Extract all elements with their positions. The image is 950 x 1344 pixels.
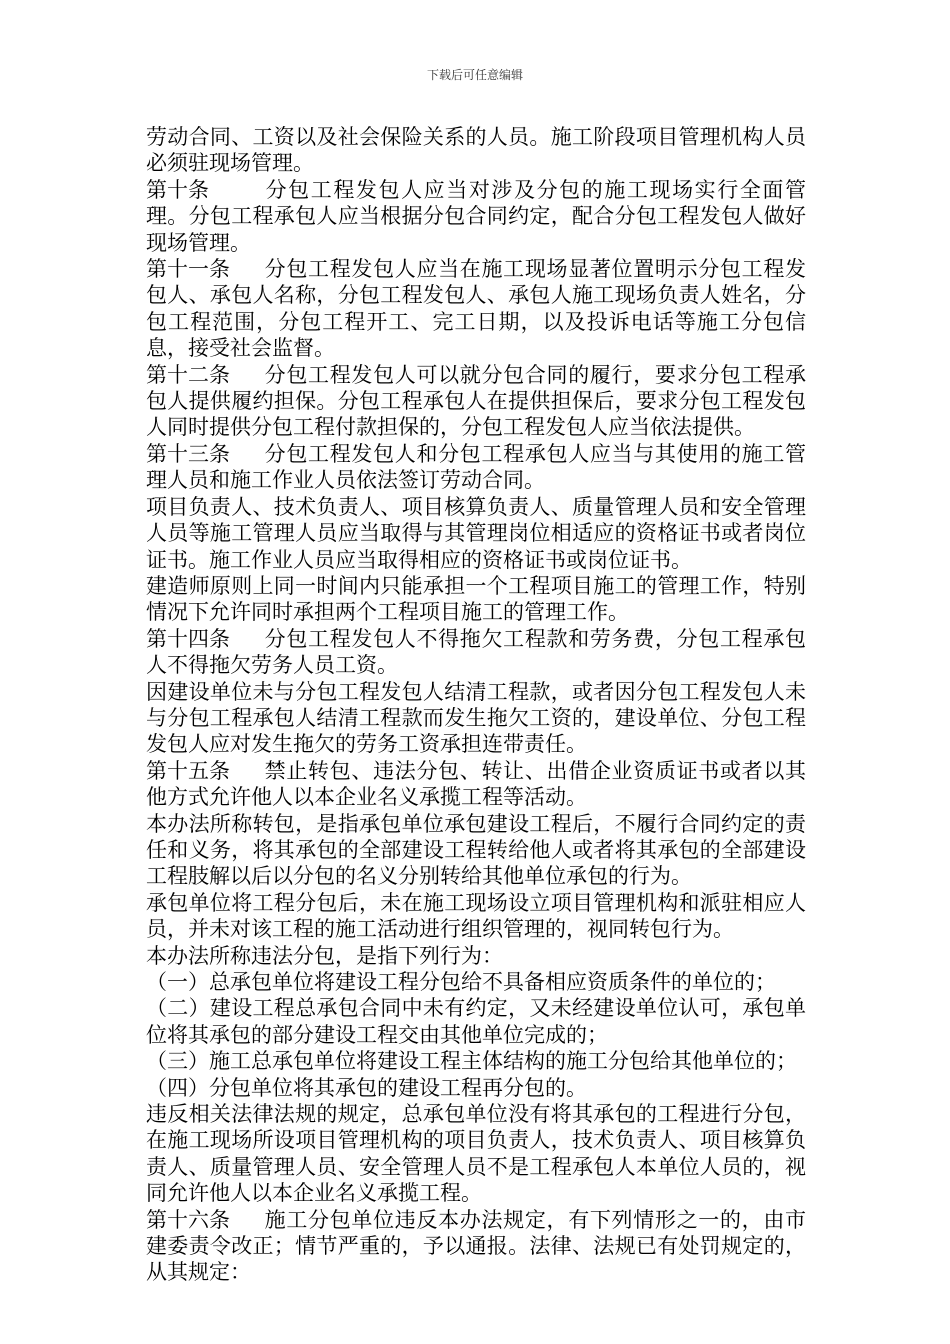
list-item-text: （四）分包单位将其承包的建设工程再分包的。: [146, 1075, 587, 1100]
list-item-text: （三）施工总承包单位将建设工程主体结构的施工分包给其他单位的；: [146, 1049, 797, 1074]
article-text: 分包工程发包人和分包工程承包人应当与其使用的施工管理人员和施工作业人员依法签订劳动合同。: [146, 441, 806, 493]
list-item-text: （一）总承包单位将建设工程分包给不具备相应资质条件的单位的；: [146, 970, 776, 994]
article-number: 第十一条: [146, 257, 230, 282]
paragraph: [146, 573, 806, 626]
article-text: 分包工程发包人不得拖欠工程款和劳务费，分包工程承包人不得拖欠劳务人员工资。: [146, 626, 806, 678]
article-text: 分包工程发包人可以就分包合同的履行，要求分包工程承包人提供履约担保。分包工程承包人在提供担保后，要求分包工程发包人同时提供分包工程付款担保的，分包工程发包人应当依法提供。: [146, 362, 806, 440]
paragraph-text: 承包单位将工程分包后，未在施工现场设立项目管理机构和派驻相应人员，并未对该工程的施工活动进行组织管理的，视同转包行为。: [146, 890, 806, 942]
article-paragraph: [146, 758, 806, 811]
article-text: 禁止转包、违法分包、转让、出借企业资质证书或者以其他方式允许他人以本企业名义承揽工程等活动。: [146, 758, 806, 810]
article-number: 第十条: [146, 177, 209, 202]
list-item: [146, 995, 806, 1048]
article-paragraph: [146, 256, 806, 362]
paragraph: [146, 1101, 806, 1207]
article-paragraph: [146, 626, 806, 679]
article-number: 第十四条: [146, 626, 230, 651]
paragraph: [146, 890, 806, 943]
paragraph-text: 因建设单位未与分包工程发包人结清工程款，或者因分包工程发包人未与分包工程承包人结清工程款而发生拖欠工资的，建设单位、分包工程发包人应对发生拖欠的劳务工资承担连带责任。: [146, 679, 806, 757]
document-body: [146, 124, 806, 1286]
article-number: 第十二条: [146, 362, 230, 387]
paragraph-text: 违反相关法律法规的规定，总承包单位没有将其承包的工程进行分包，在施工现场所设项目管理机构的项目负责人，技术负责人、项目核算负责人、质量管理人员、安全管理人员不是工程承包人本单位人员的，视同允许他人以本企业名义承揽工程。: [146, 1102, 806, 1206]
paragraph-text: 劳动合同、工资以及社会保险关系的人员。施工阶段项目管理机构人员必须驻现场管理。: [146, 125, 806, 176]
article-text: 分包工程发包人应当对涉及分包的施工现场实行全面管理。分包工程承包人应当根据分包合同约定，配合分包工程发包人做好现场管理。: [146, 177, 806, 255]
paragraph: [146, 811, 806, 890]
page-header: 下载后可任意编辑: [426, 68, 523, 82]
list-item-text: （二）建设工程总承包合同中未有约定，又未经建设单位认可，承包单位将其承包的部分建设工程交由其他单位完成的；: [146, 996, 806, 1047]
paragraph: [146, 494, 806, 573]
list-item: [146, 1075, 806, 1101]
article-paragraph: [146, 441, 806, 494]
paragraph: [146, 124, 806, 177]
article-text: 施工分包单位违反本办法规定，有下列情形之一的，由市建委责令改正；情节严重的，予以通报。法律、法规已有处罚规定的，从其规定：: [146, 1207, 806, 1285]
article-paragraph: [146, 362, 806, 441]
paragraph-text: 本办法所称违法分包，是指下列行为：: [146, 943, 503, 968]
article-paragraph: [146, 1207, 806, 1286]
list-item: [146, 969, 806, 995]
paragraph-text: 本办法所称转包，是指承包单位承包建设工程后，不履行合同约定的责任和义务，将其承包的全部建设工程转给他人或者将其承包的全部建设工程肢解以后以分包的名义分别转给其他单位承包的行为。: [146, 811, 806, 889]
paragraph-text: 项目负责人、技术负责人、项目核算负责人、质量管理人员和安全管理人员等施工管理人员应当取得与其管理岗位相适应的资格证书或者岗位证书。施工作业人员应当取得相应的资格证书或岗位证书。: [146, 494, 806, 572]
article-number: 第十五条: [146, 758, 230, 783]
paragraph-text: 建造师原则上同一时间内只能承担一个工程项目施工的管理工作，特别情况下允许同时承担两个工程项目施工的管理工作。: [146, 573, 806, 625]
paragraph: [146, 943, 806, 969]
list-item: [146, 1048, 806, 1074]
paragraph: [146, 679, 806, 758]
article-paragraph: [146, 177, 806, 256]
article-number: 第十三条: [146, 441, 230, 466]
article-text: 分包工程发包人应当在施工现场显著位置明示分包工程发包人、承包人名称，分包工程发包人、承包人施工现场负责人姓名，分包工程范围，分包工程开工、完工日期，以及投诉电话等施工分包信息，接受社会监督。: [146, 257, 806, 361]
article-number: 第十六条: [146, 1207, 230, 1232]
